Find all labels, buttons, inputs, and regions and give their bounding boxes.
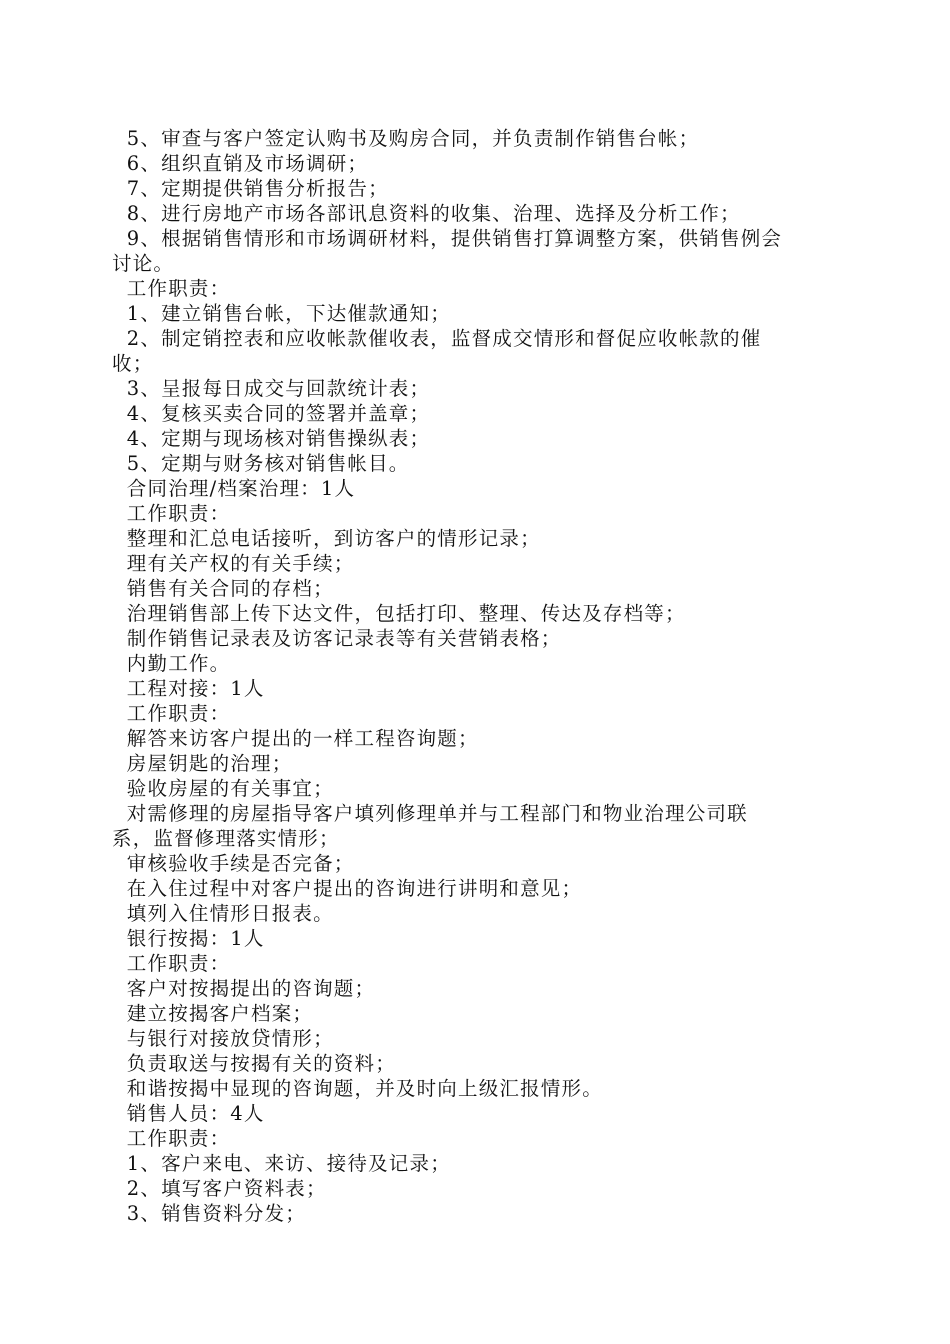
text-line: 工程对接：1人 [112, 677, 265, 700]
text-line: 工作职责： [112, 502, 231, 525]
text-line: 整理和汇总电话接听，到访客户的情形记录； [112, 527, 541, 550]
text-line: 负责取送与按揭有关的资料； [112, 1052, 396, 1075]
text-line: 1、客户来电、来访、接待及记录； [112, 1152, 451, 1175]
text-line: 讨论。 [112, 252, 175, 275]
text-line: 和谐按揭中显现的咨询题，并及时向上级汇报情形。 [112, 1077, 603, 1100]
text-line: 银行按揭：1人 [112, 927, 265, 950]
text-line: 理有关产权的有关手续； [112, 552, 355, 575]
text-line: 内勤工作。 [112, 652, 231, 675]
text-line: 建立按揭客户档案； [112, 1002, 314, 1025]
text-line: 3、呈报每日成交与回款统计表； [112, 377, 431, 400]
text-line: 系，监督修理落实情形； [112, 827, 340, 850]
text-line: 8、进行房地产市场各部讯息资料的收集、治理、选择及分析工作； [112, 202, 741, 225]
text-line: 1、建立销售台帐，下达催款通知； [112, 302, 451, 325]
text-line: 9、根据销售情形和市场调研材料，提供销售打算调整方案，供销售例会 [112, 227, 783, 250]
text-line: 审核验收手续是否完备； [112, 852, 355, 875]
text-line: 2、制定销控表和应收帐款催收表，监督成交情形和督促应收帐款的催 [112, 327, 762, 350]
text-line: 制作销售记录表及访客记录表等有关营销表格； [112, 627, 562, 650]
text-line: 3、销售资料分发； [112, 1202, 307, 1225]
document-body [112, 126, 842, 1226]
text-line: 销售人员：4人 [112, 1102, 265, 1125]
text-line: 6、组织直销及市场调研； [112, 152, 369, 175]
text-line: 2、填写客户资料表； [112, 1177, 327, 1200]
text-line: 验收房屋的有关事宜； [112, 777, 334, 800]
text-line: 4、复核买卖合同的签署并盖章； [112, 402, 431, 425]
text-line: 工作职责： [112, 952, 231, 975]
text-line: 与银行对接放贷情形； [112, 1027, 334, 1050]
text-line: 收； [112, 352, 154, 375]
text-line: 对需修理的房屋指导客户填列修理单并与工程部门和物业治理公司联 [112, 802, 748, 825]
text-line: 4、定期与现场核对销售操纵表； [112, 427, 431, 450]
text-line: 5、定期与财务核对销售帐目。 [112, 452, 410, 475]
text-line: 解答来访客户提出的一样工程咨询题； [112, 727, 479, 750]
text-line: 工作职责： [112, 277, 231, 300]
text-line: 7、定期提供销售分析报告； [112, 177, 389, 200]
text-line: 5、审查与客户签定认购书及购房合同，并负责制作销售台帐； [112, 127, 700, 150]
text-line: 销售有关合同的存档； [112, 577, 334, 600]
text-line: 填列入住情形日报表。 [112, 902, 334, 925]
text-line: 治理销售部上传下达文件，包括打印、整理、传达及存档等； [112, 602, 686, 625]
text-line: 在入住过程中对客户提出的咨询进行讲明和意见； [112, 877, 583, 900]
text-line: 合同治理/档案治理：1人 [112, 477, 356, 500]
text-line: 客户对按揭提出的咨询题； [112, 977, 376, 1000]
text-line: 工作职责： [112, 702, 231, 725]
text-line: 工作职责： [112, 1127, 231, 1150]
text-line: 房屋钥匙的治理； [112, 752, 293, 775]
